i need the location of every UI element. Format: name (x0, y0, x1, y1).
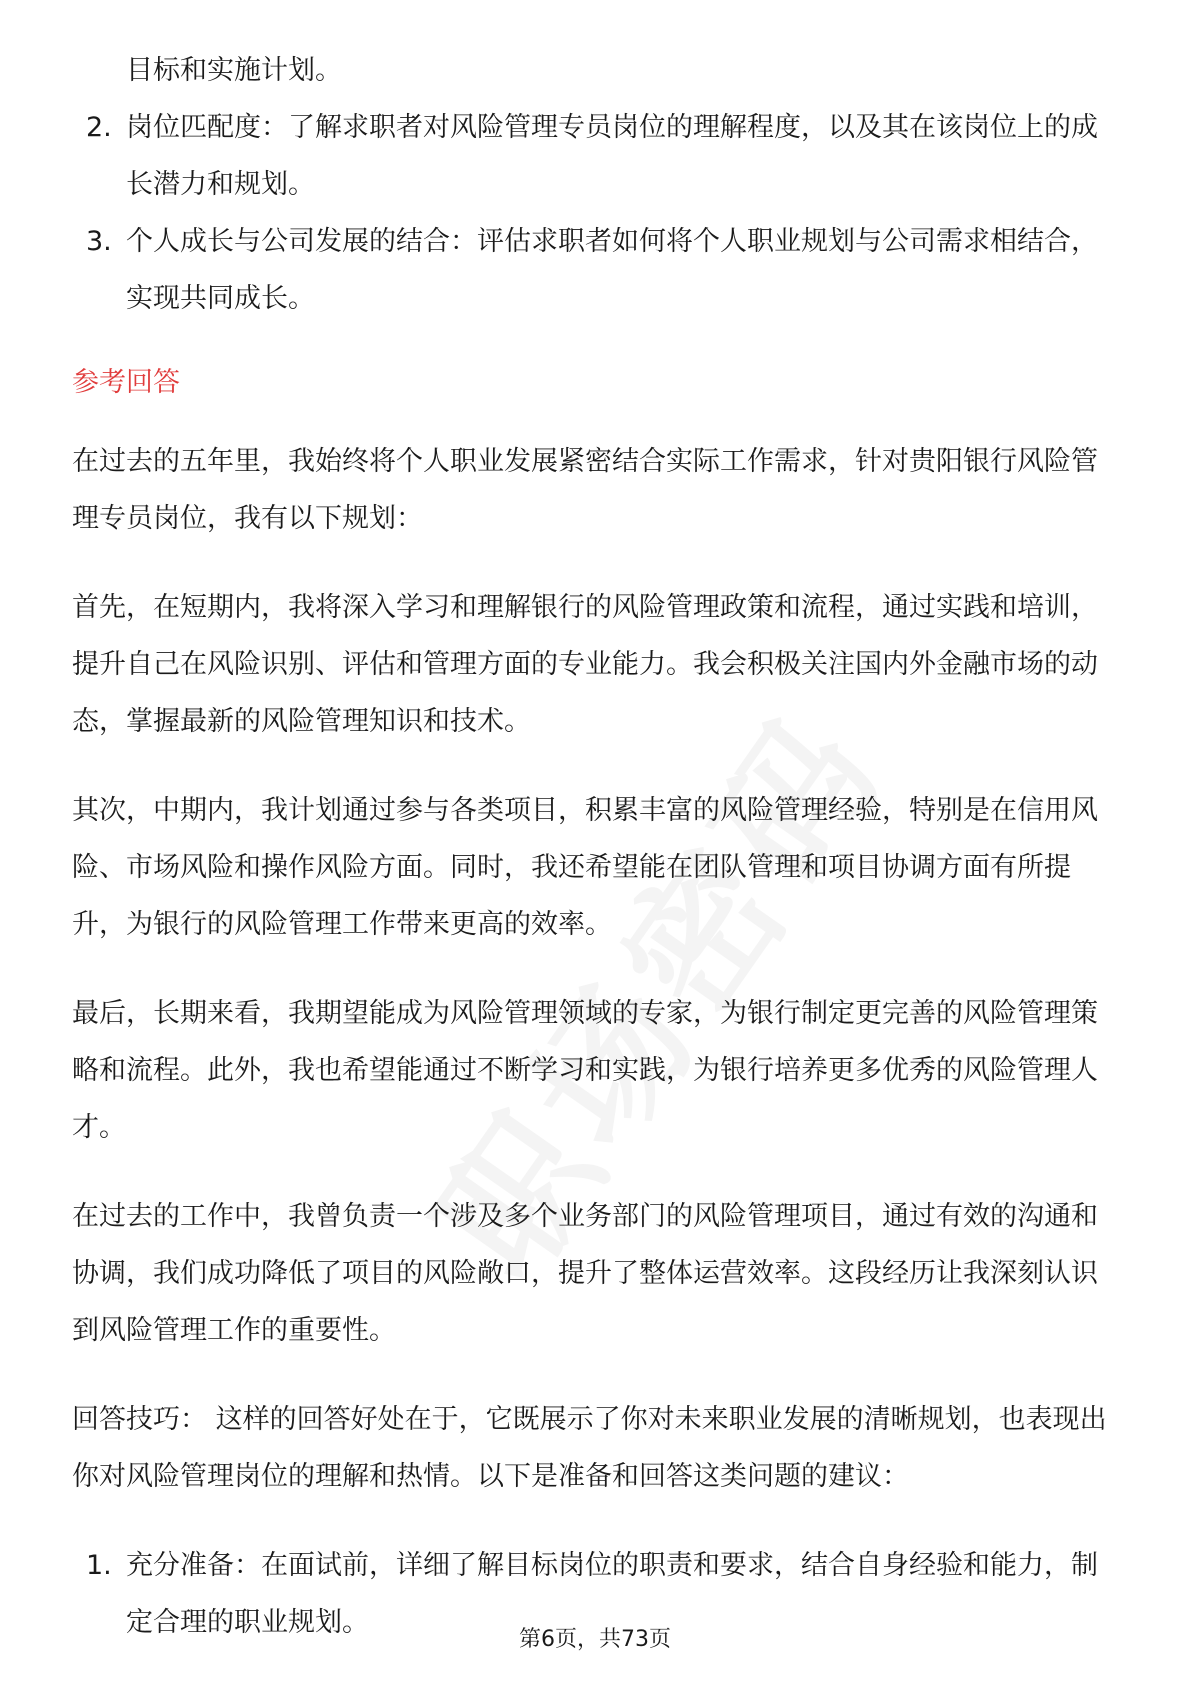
section-title: 参考回答 (72, 367, 180, 398)
paragraph: 在过去的工作中，我曾负责一个涉及多个业务部门的风险管理项目，通过有效的沟通和协调，我们成功降低了项目的风险敞口，提升了整体运营效率。这段经历让我深刻认识到风险管理工作的重要性。 (72, 1201, 1098, 1346)
page-footer: 第6页，共73页 (519, 1627, 671, 1652)
list-item-text: 充分准备：在面试前，详细了解目标岗位的职责和要求，结合自身经验和能力，制定合理的职业规划。 (126, 1550, 1098, 1638)
list-item-number: 3. (86, 226, 112, 257)
paragraph: 在过去的五年里，我始终将个人职业发展紧密结合实际工作需求，针对贵阳银行风险管理专员岗位，我有以下规划： (72, 446, 1098, 534)
list-item-number: 1. (86, 1550, 112, 1581)
top-numbered-list (72, 42, 1118, 327)
paragraph: 最后，长期来看，我期望能成为风险管理领域的专家，为银行制定更完善的风险管理策略和流程。此外，我也希望能通过不断学习和实践，为银行培养更多优秀的风险管理人才。 (72, 998, 1098, 1143)
list-item (72, 42, 1118, 99)
list-item (72, 99, 1118, 213)
list-item-text: 个人成长与公司发展的结合：评估求职者如何将个人职业规划与公司需求相结合，实现共同成长。 (126, 226, 1098, 314)
list-item-text: 岗位匹配度：了解求职者对风险管理专员岗位的理解程度，以及其在该岗位上的成长潜力和规划。 (126, 112, 1098, 200)
page-content (72, 42, 1118, 1651)
paragraph: 其次，中期内，我计划通过参与各类项目，积累丰富的风险管理经验，特别是在信用风险、市场风险和操作风险方面。同时，我还希望能在团队管理和项目协调方面有所提升，为银行的风险管理工作带来更高的效率。 (72, 795, 1098, 940)
list-item-number: 2. (86, 112, 112, 143)
list-item (72, 213, 1118, 327)
answer-tips-paragraph: 回答技巧： 这样的回答好处在于，它既展示了你对未来职业发展的清晰规划，也表现出你对风险管理岗位的理解和热情。以下是准备和回答这类问题的建议： (72, 1404, 1107, 1492)
list-item-text: 目标和实施计划。 (126, 55, 342, 86)
paragraph: 首先，在短期内，我将深入学习和理解银行的风险管理政策和流程，通过实践和培训，提升自己在风险识别、评估和管理方面的专业能力。我会积极关注国内外金融市场的动态，掌握最新的风险管理知识和技术。 (72, 592, 1098, 737)
